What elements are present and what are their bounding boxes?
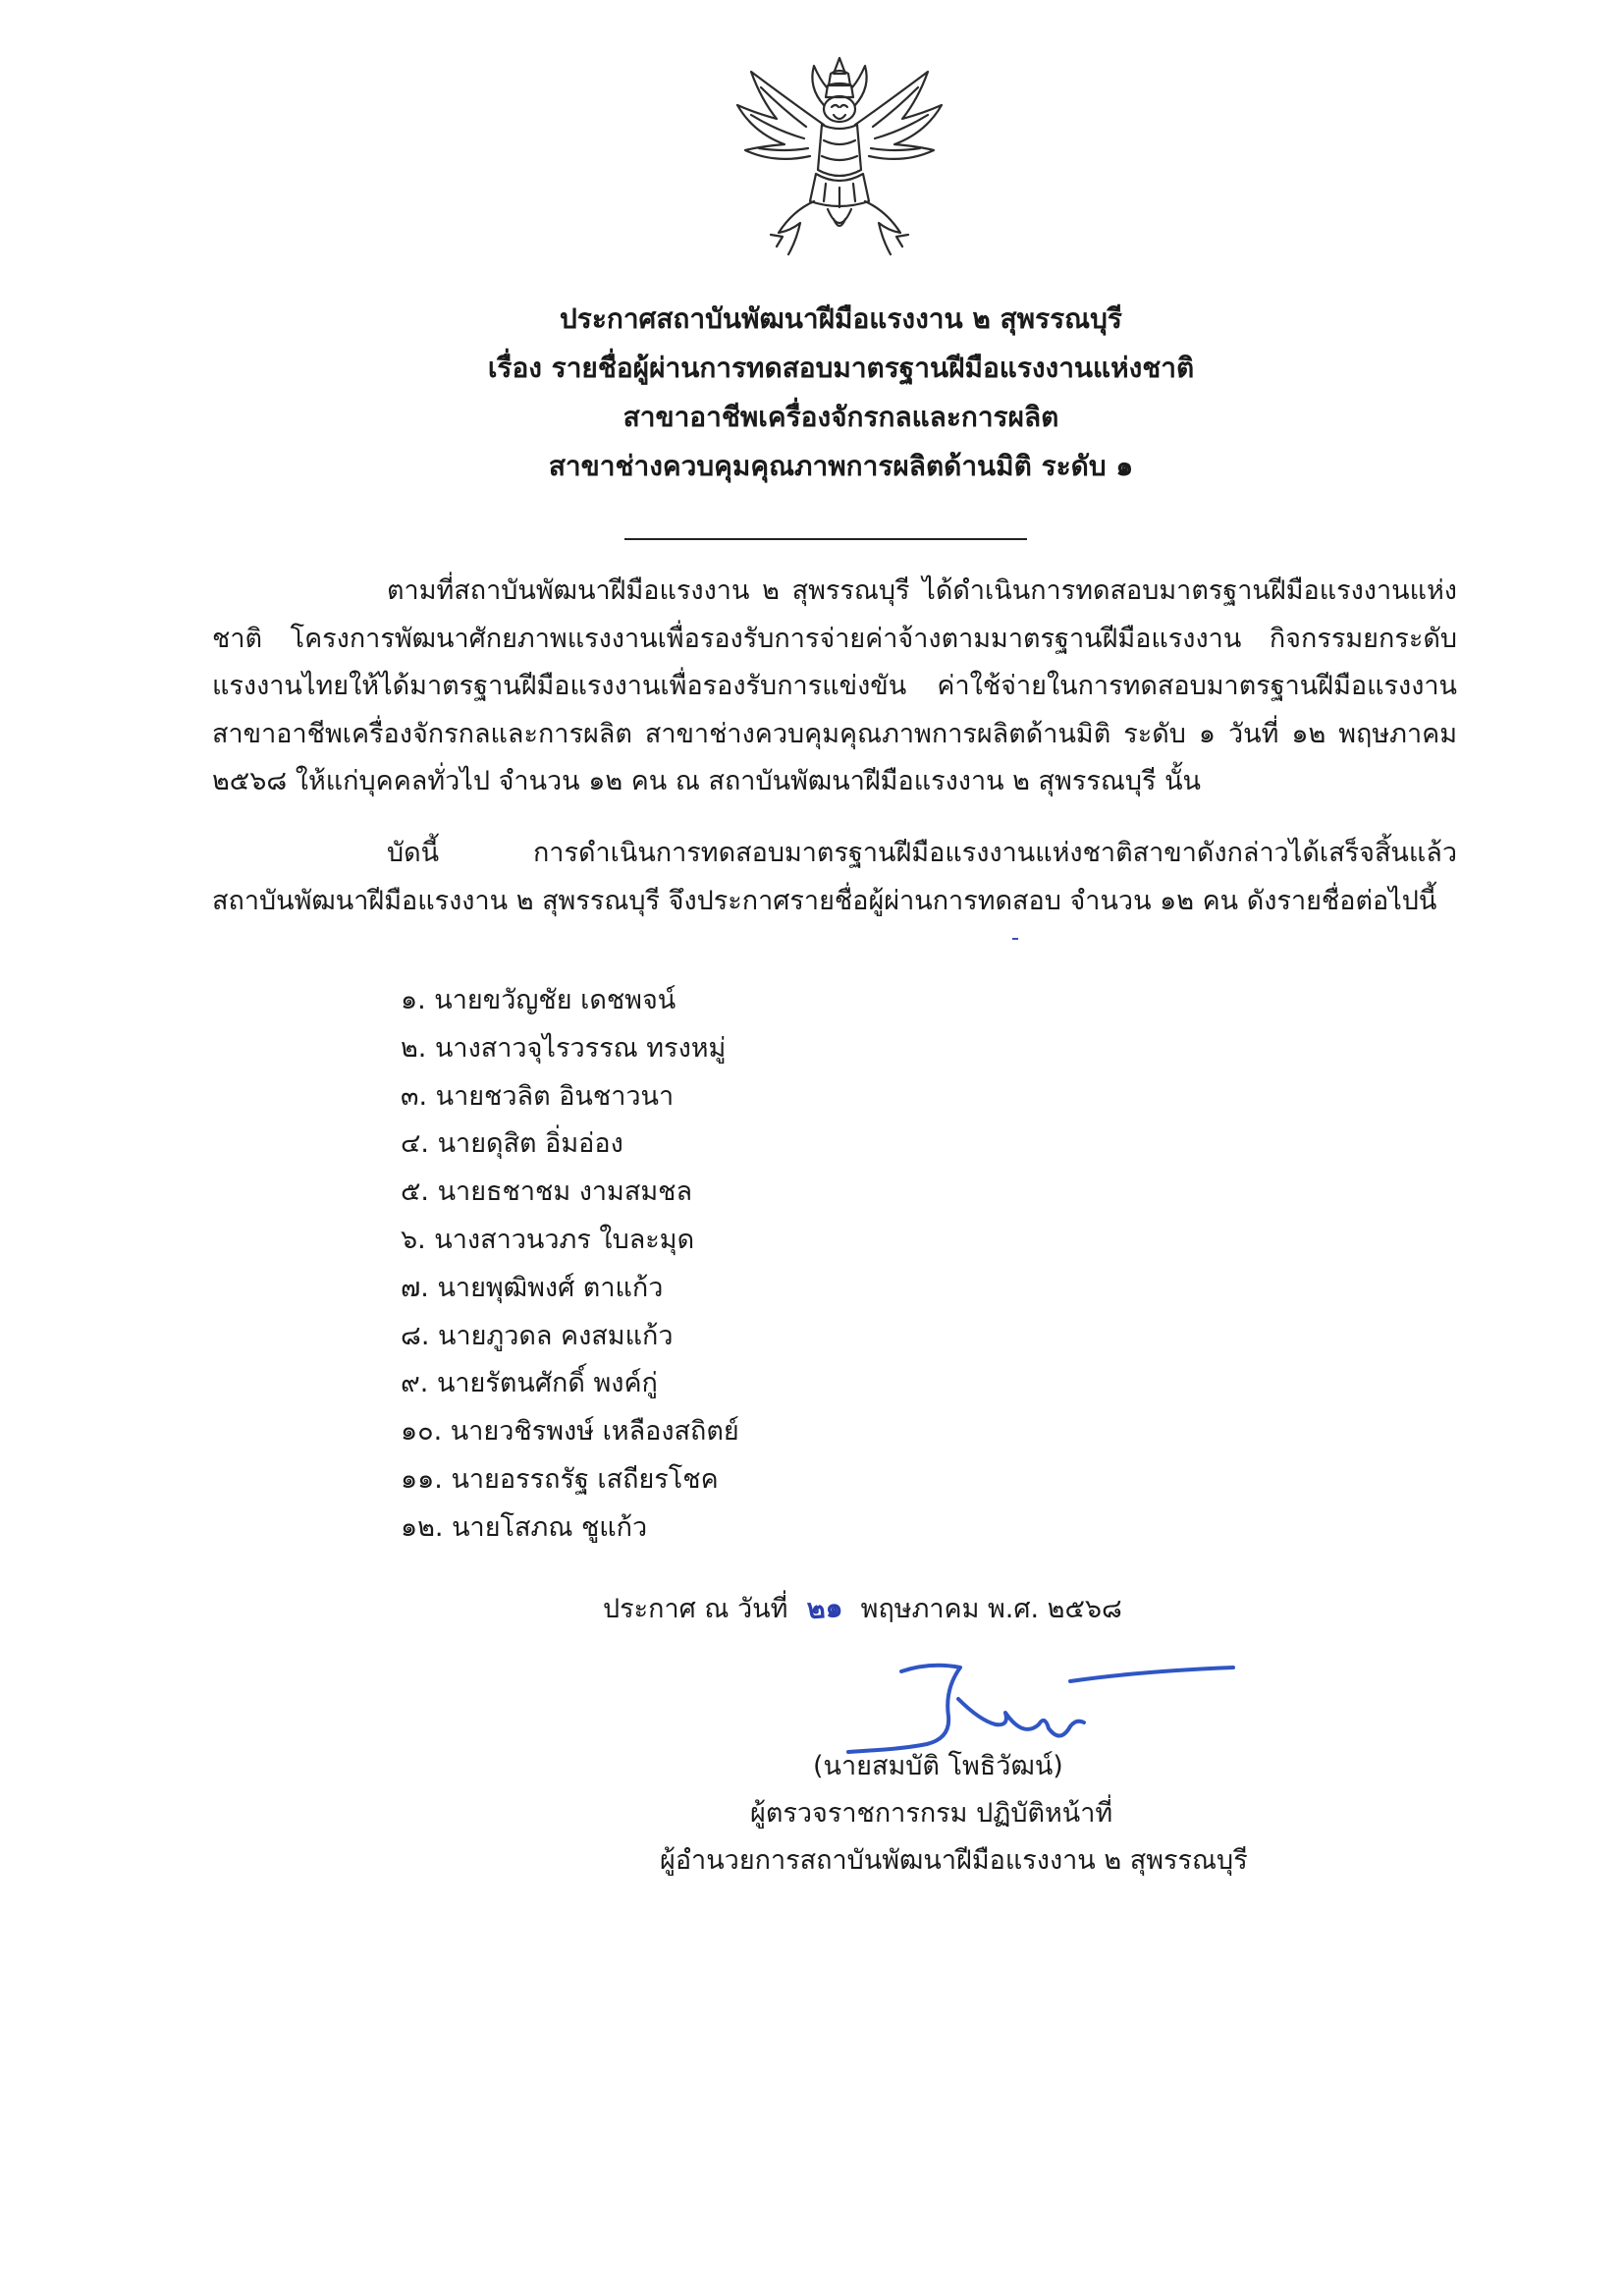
announcement-date: [603, 1589, 1122, 1629]
list-item: ๑๒. นายโสภณ ชูแก้ว: [401, 1511, 648, 1543]
document-title: [29, 295, 1623, 491]
body-paragraph-1: [212, 568, 1457, 806]
list-item: ๘. นายภูวดล คงสมแก้ว: [401, 1320, 674, 1351]
list-item: ๑๑. นายอรรถรัฐ เสถียรโชค: [401, 1463, 719, 1495]
handwritten-signature-icon: [842, 1650, 1255, 1758]
handwritten-day: ๒๑: [806, 1590, 844, 1626]
title-divider: [624, 538, 1027, 540]
passed-candidates-list: [401, 977, 739, 1553]
signatory-position-1: ผู้ตรวจราชการกรม ปฏิบัติหน้าที่: [750, 1798, 1113, 1829]
list-item: ๗. นายพุฒิพงศ์ ตาแก้ว: [401, 1272, 664, 1303]
garuda-emblem-icon: [731, 54, 947, 260]
list-item: ๑. นายขวัญชัย เดชพจน์: [401, 985, 676, 1015]
list-item: ๔. นายดุสิต อิ่มอ่อง: [401, 1128, 623, 1160]
list-item: ๙. นายรัตนศักดิ์ พงค์กู่: [401, 1368, 658, 1399]
date-prefix: ประกาศ ณ วันที่: [603, 1594, 788, 1624]
title-line-1: ประกาศสถาบันพัฒนาฝีมือแรงงาน ๒ สุพรรณบุรี: [560, 302, 1122, 335]
body-paragraph-2: [212, 830, 1457, 925]
ink-mark: [1012, 938, 1018, 940]
list-item: ๖. นางสาวนวภร ใบละมุด: [401, 1224, 695, 1255]
list-item: ๑๐. นายวชิรพงษ์ เหลืองสถิตย์: [401, 1416, 739, 1448]
signatory-name: (นายสมบัติ โพธิวัฒน์): [813, 1751, 1063, 1781]
date-suffix: พฤษภาคม พ.ศ. ๒๕๖๘: [860, 1594, 1122, 1624]
paragraph-1-text: ตามที่สถาบันพัฒนาฝีมือแรงงาน ๒ สุพรรณบุรี ได้ดำเนินการทดสอบมาตรฐานฝีมือแรงงานแห่งชาติ โครงการพัฒนาศักยภาพแรงงานเพื่อรองรับการจ่ายค่าจ้างตามมาตรฐานฝีมือแรงงาน กิจกรรมยกระดับแรงงานไทยให้ได้มาตรฐานฝีมือแรงงานเพื่อรองรับการแข่งขัน ค่าใช้จ่ายในการทดสอบมาตรฐานฝีมือแรงงาน สาขาอาชีพเครื่องจักรกลและการผลิต สาขาช่างควบคุมคุณภาพการผลิตด้านมิติ ระดับ ๑ วันที่ ๑๒ พฤษภาคม ๒๕๖๘ ให้แก่บุคคลทั่วไป จำนวน ๑๒ คน ณ สถาบันพัฒนาฝีมือแรงงาน ๒ สุพรรณบุรี นั้น: [212, 575, 1457, 796]
signatory-position-2: ผู้อำนวยการสถาบันพัฒนาฝีมือแรงงาน ๒ สุพรรณบุรี: [660, 1845, 1248, 1876]
list-item: ๕. นายธชาชม งามสมชล: [401, 1176, 692, 1208]
title-line-4: สาขาช่างควบคุมคุณภาพการผลิตด้านมิติ ระดับ ๑: [548, 450, 1134, 482]
list-item: ๒. นางสาวจุไรวรรณ ทรงหมู่: [401, 1032, 727, 1064]
title-line-2: เรื่อง รายชื่อผู้ผ่านการทดสอบมาตรฐานฝีมือแรงงานแห่งชาติ: [487, 352, 1195, 384]
paragraph-2-text: บัดนี้ การดำเนินการทดสอบมาตรฐานฝีมือแรงงานแห่งชาติสาขาดังกล่าวได้เสร็จสิ้นแล้ว สถาบันพัฒนาฝีมือแรงงาน ๒ สุพรรณบุรี จึงประกาศรายชื่อผู้ผ่านการทดสอบ จำนวน ๑๒ คน ดังรายชื่อต่อไปนี้: [212, 838, 1457, 916]
list-item: ๓. นายชวลิต อินชาวนา: [401, 1080, 675, 1112]
title-line-3: สาขาอาชีพเครื่องจักรกลและการผลิต: [622, 401, 1059, 433]
